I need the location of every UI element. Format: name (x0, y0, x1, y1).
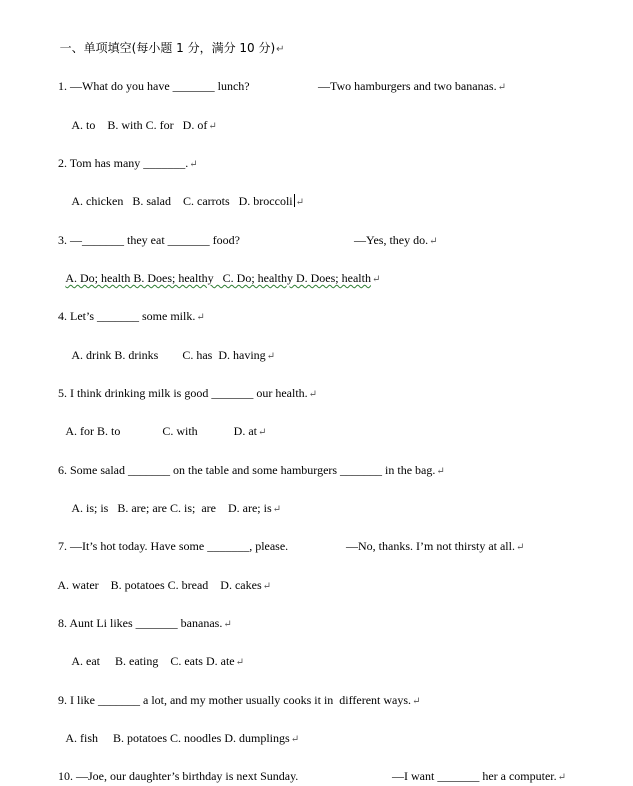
question-5-options (60, 407, 266, 441)
question-8-options (66, 637, 244, 671)
paragraph-mark-icon: ↵ (266, 351, 276, 362)
question-4 (52, 292, 205, 326)
question-3-options (60, 254, 380, 288)
paragraph-mark-icon: ↵ (429, 236, 438, 247)
paragraph-mark-icon: ↵ (436, 466, 445, 477)
paragraph-mark-icon: ↵ (295, 197, 305, 208)
question-1-answer (312, 62, 506, 96)
question-6 (52, 446, 445, 480)
question-text: 4. Let’s _______ some milk. (58, 309, 196, 323)
question-7 (52, 522, 288, 554)
question-1 (52, 62, 250, 94)
question-1-options (66, 101, 217, 135)
question-10 (52, 752, 298, 784)
question-text: 10. —Joe, our daughter’s birthday is next Sunday. (58, 769, 299, 783)
question-text: 9. I like _______ a lot, and my mother usually cooks it in different ways. (58, 693, 412, 707)
paragraph-mark-icon: ↵ (208, 121, 217, 132)
text-cursor[interactable] (294, 194, 295, 207)
paragraph-mark-icon: ↵ (290, 734, 300, 745)
paragraph-mark-icon: ↵ (308, 389, 318, 400)
paragraph-mark-icon: ↵ (515, 542, 525, 553)
question-9 (52, 676, 420, 710)
options-text: A. to B. with C. for D. of (71, 118, 208, 132)
question-4-options (66, 331, 275, 365)
section-title-text: 一、单项填空(每小题 1 分，满分 10 分) (59, 41, 276, 55)
question-text: 2. Tom has many _______. (58, 156, 189, 170)
answer-text: —Two hamburgers and two bananas. (318, 79, 497, 93)
question-text: 6. Some salad _______ on the table and some hamburgers _______ in the bag. (58, 463, 436, 477)
question-9-options (60, 714, 299, 748)
options-text: A. water B. potatoes C. bread D. cakes (57, 578, 262, 592)
answer-text: —Yes, they do. (354, 233, 429, 247)
section-title (52, 24, 285, 58)
paragraph-mark-icon: ↵ (557, 772, 567, 783)
question-3 (52, 216, 240, 248)
paragraph-mark-icon: ↵ (196, 312, 205, 323)
paragraph-mark-icon: ↵ (258, 427, 267, 438)
question-text: 3. —_______ they eat _______ food? (58, 233, 240, 247)
question-8 (52, 599, 232, 633)
paragraph-mark-icon: ↵ (497, 82, 506, 93)
question-2 (52, 139, 198, 173)
question-text: 8. Aunt Li likes _______ bananas. (58, 616, 223, 630)
paragraph-mark-icon: ↵ (276, 44, 285, 55)
options-text: A. fish B. potatoes C. noodles D. dumplings (65, 731, 290, 745)
question-10-answer (386, 752, 566, 786)
paragraph-mark-icon: ↵ (371, 274, 381, 285)
options-text: A. drink B. drinks C. has D. having (71, 348, 266, 362)
options-text: A. is; is B. are; are C. is; are D. are; is (71, 501, 272, 515)
question-3-answer (348, 216, 438, 250)
options-text: A. eat B. eating C. eats D. ate (71, 654, 235, 668)
answer-text: —I want _______ her a computer. (392, 769, 557, 783)
question-2-options (66, 177, 304, 211)
options-text: A. chicken B. salad C. carrots D. broccoli (71, 194, 293, 208)
question-text: 5. I think drinking milk is good _______ our health. (58, 386, 308, 400)
paragraph-mark-icon: ↵ (189, 159, 198, 170)
paragraph-mark-icon: ↵ (412, 696, 421, 707)
options-text: A. for B. to C. with D. at (65, 424, 258, 438)
question-text: 7. —It’s hot today. Have some _______, please. (58, 539, 289, 553)
paragraph-mark-icon: ↵ (272, 504, 282, 515)
options-text: A. Do; health B. Does; healthy C. Do; healthy D. Does; health (65, 271, 371, 285)
question-7-answer (340, 522, 524, 556)
paragraph-mark-icon: ↵ (235, 657, 245, 668)
question-6-options (66, 484, 281, 518)
question-7-options (52, 561, 271, 595)
question-5 (52, 369, 317, 403)
paragraph-mark-icon: ↵ (262, 581, 272, 592)
answer-text: —No, thanks. I’m not thirsty at all. (346, 539, 515, 553)
paragraph-mark-icon: ↵ (223, 619, 232, 630)
question-text: 1. —What do you have _______ lunch? (58, 79, 250, 93)
